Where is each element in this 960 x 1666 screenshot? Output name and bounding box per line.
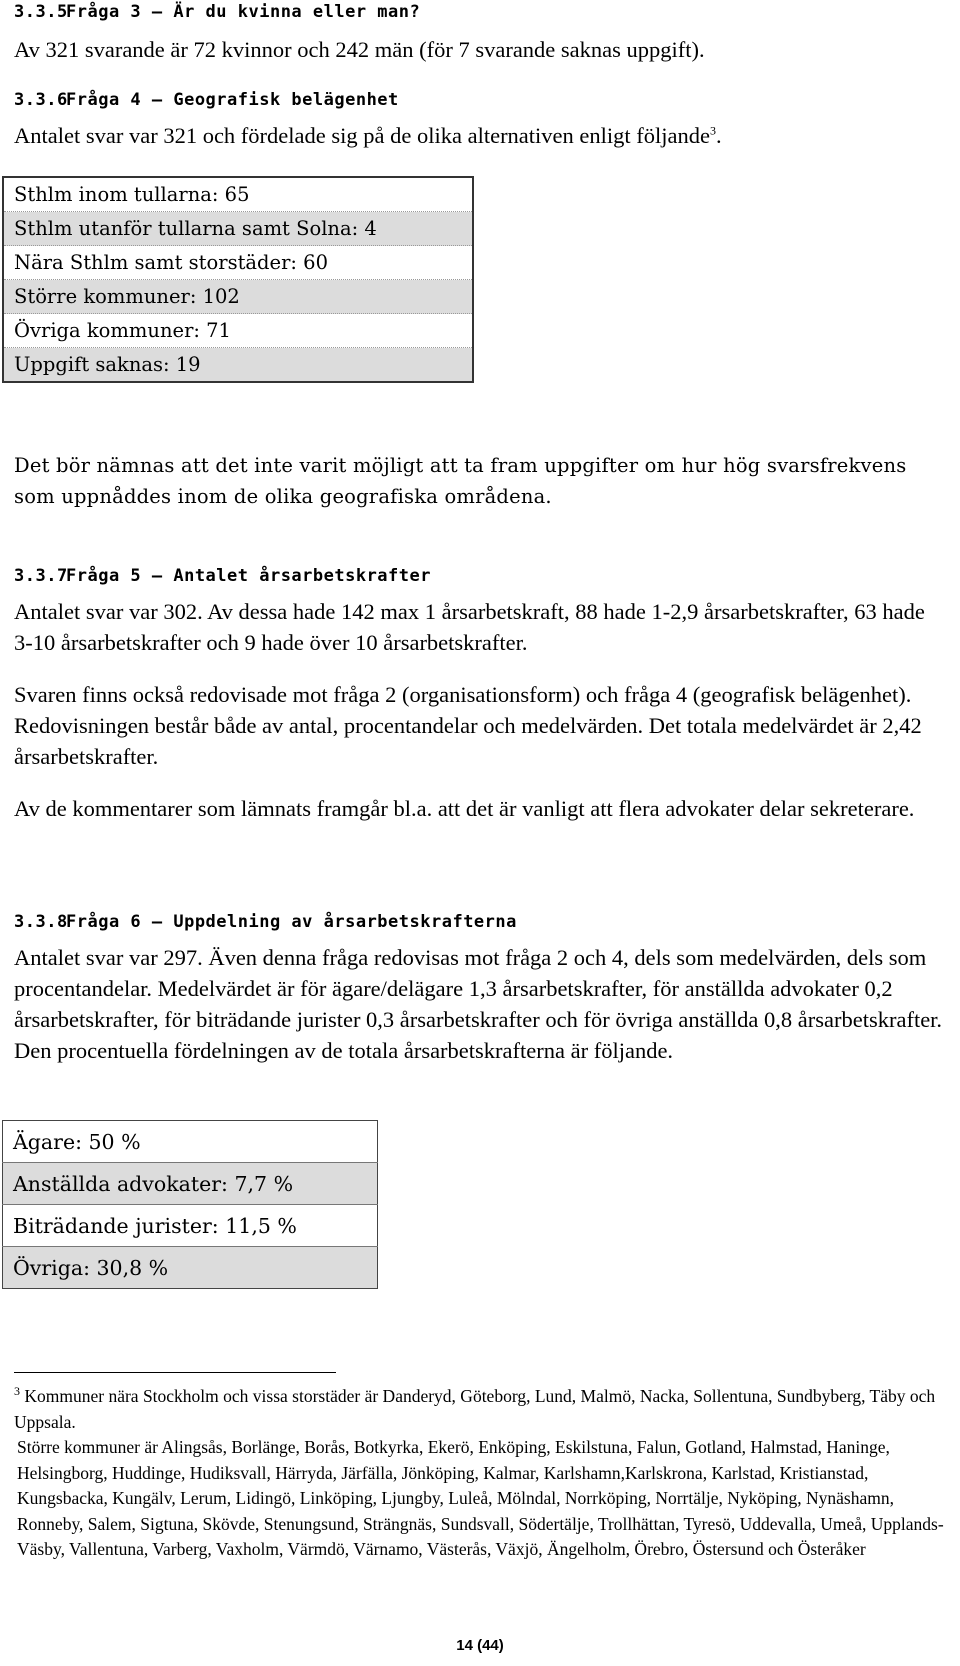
work-distribution-table [2,1120,378,1289]
page-number: 14 (44) [456,1637,504,1654]
footnote-marker: 3 [14,1384,20,1399]
footnote-reference[interactable]: 3 [710,123,716,138]
table-row [3,280,473,314]
section-title: Fråga 6 – Uppdelning av årsarbetskrafterna [66,912,517,932]
section-title: Fråga 5 – Antalet årsarbetskrafter [66,566,431,586]
table-row [3,1163,378,1205]
table-cell: Större kommuner: 102 [3,280,473,314]
table-cell: Nära Sthlm samt storstäder: 60 [3,246,473,280]
section-3-3-5-text: Av 321 svarande är 72 kvinnor och 242 män (för 7 svarande saknas uppgift). [14,37,705,62]
geography-note: Det bör nämnas att det inte varit möjligt att ta fram uppgifter om hur hög svarsfrekvens som uppnåddes inom de olika geografiska områdena. [14,454,907,508]
geography-table [2,176,474,383]
table-cell: Ägare: 50 % [3,1121,378,1163]
section-title: Fråga 3 – Är du kvinna eller man? [66,2,421,22]
section-heading-3-3-5 [14,2,420,22]
footnote [14,1384,952,1563]
section-heading-3-3-6 [14,90,399,110]
table-cell: Sthlm inom tullarna: 65 [3,177,473,212]
section-3-3-8-text: Antalet svar var 297. Även denna fråga redovisas mot fråga 2 och 4, dels som medelvärden, dels som procentandelar. Medelvärdet är för ägare/delägare 1,3 årsarbetskrafter, för anställda advokater 0,2 årsarbetskrafter, för biträdande jurister 0,3 årsarbetskrafter och för övriga anställda 0,8 årsarbetskrafter. Den procentuella fördelningen av de totala årsarbetskrafterna är följande. [14,945,943,1063]
table-row [3,1205,378,1247]
table-row [3,1247,378,1289]
section-number: 3.3.7 [14,566,68,586]
paragraph: Av de kommentarer som lämnats framgår bl.a. att det är vanligt att flera advokater delar sekreterare. [14,796,915,821]
section-3-3-7-body [14,596,944,824]
section-number: 3.3.8 [14,912,68,932]
table-cell: Övriga kommuner: 71 [3,314,473,348]
table-cell: Anställda advokater: 7,7 % [3,1163,378,1205]
footnote-text: Kommuner nära Stockholm och vissa storstäder är Danderyd, Göteborg, Lund, Malmö, Nacka, Sollentuna, Sundbyberg, Täby och Uppsala. [14,1386,936,1432]
table-row [3,246,473,280]
table-cell: Biträdande jurister: 11,5 % [3,1205,378,1247]
table-row [3,1121,378,1163]
footnote-paragraph [14,1384,952,1435]
footnote-paragraph: Större kommuner är Alingsås, Borlänge, Borås, Botkyrka, Ekerö, Enköping, Eskilstuna, Falun, Gotland, Halmstad, Haninge, Helsingborg, Huddinge, Hudiksvall, Härryda, Järfälla, Jönköping, Kalmar, Karlshamn,Karlskrona, Karlstad, Kristianstad, Kungsbacka, Kungälv, Lerum, Lidingö, Linköping, Ljungby, Luleå, Mölndal, Norrköping, Norrtälje, Nyköping, Nynäshamn, Ronneby, Salem, Sigtuna, Skövde, Stenungsund, Strängnäs, Sundsvall, Södertälje, Trollhättan, Tyresö, Uddevalla, Umeå, Upplands-Väsby, Vallentuna, Varberg, Vaxholm, Värmdö, Värnamo, Västerås, Växjö, Ängelholm, Örebro, Östersund och Österåker [17,1437,944,1559]
section-title: Fråga 4 – Geografisk belägenhet [66,90,399,110]
table-row [3,212,473,246]
table-cell: Uppgift saknas: 19 [14,353,201,376]
table-cell: Sthlm utanför tullarna samt Solna: 4 [3,212,473,246]
sentence-end: . [716,123,722,148]
table-cell: Övriga: 30,8 % [13,1255,169,1280]
section-heading-3-3-8 [14,912,517,932]
section-heading-3-3-7 [14,566,431,586]
table-row [3,348,473,383]
table-row [3,177,473,212]
section-3-3-6-text [14,120,944,151]
paragraph: Svaren finns också redovisade mot fråga 2 (organisationsform) och fråga 4 (geografisk belägenhet). Redovisningen består både av antal, procentandelar och medelvärden. Det totala medelvärdet är 2,42 årsarbetskrafter. [14,682,922,769]
footnote-separator [14,1372,336,1373]
table-row [3,314,473,348]
section-3-3-6-intro: Antalet svar var 321 och fördelade sig på de olika alternativen enligt följande [14,123,710,148]
paragraph: Antalet svar var 302. Av dessa hade 142 max 1 årsarbetskraft, 88 hade 1-2,9 årsarbetskrafter, 63 hade 3-10 årsarbetskrafter och 9 hade över 10 årsarbetskrafter. [14,599,925,655]
section-number: 3.3.6 [14,90,68,110]
section-number: 3.3.5 [14,2,68,22]
